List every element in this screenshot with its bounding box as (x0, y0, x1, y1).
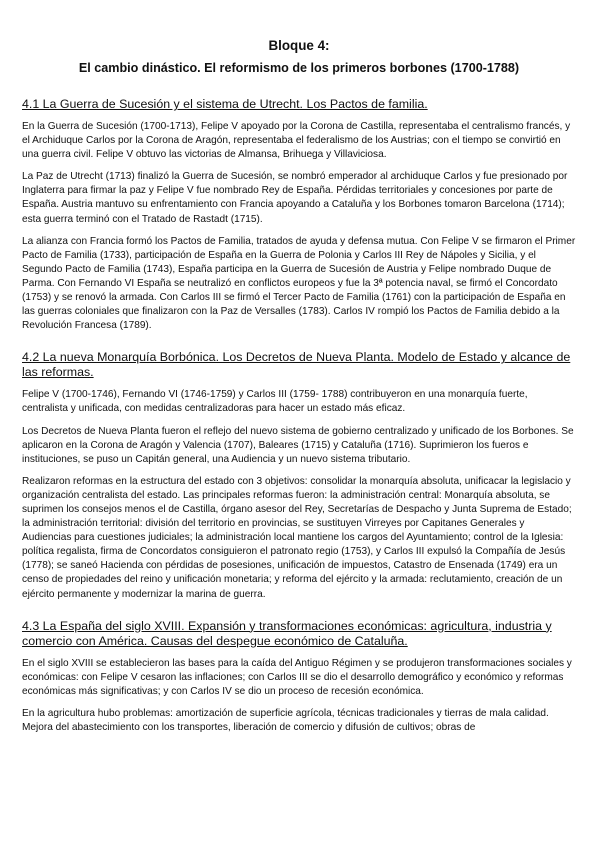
block-title: Bloque 4: (268, 38, 330, 53)
paragraph: Felipe V (1700-1746), Fernando VI (1746-1759) y Carlos III (1759- 1788) contribuyeron en una monarquía fuerte, centralista y unificada, con medidas centralizadoras para hacer un estado más eficaz. (22, 389, 528, 415)
block-subtitle: El cambio dinástico. El reformismo de los primeros borbones (1700-1788) (78, 61, 520, 75)
paragraph: En la Guerra de Sucesión (1700-1713), Felipe V apoyado por la Corona de Castilla, representaba el centralismo francés, y el Archiduque Carlos por la Corona de Aragón, representaba el federalismo de los Austrias; con el tiempo se convirtió en una guerra civil. Felipe V obtuvo las victorias de Almansa, Brihuega y Villaviciosa. (22, 121, 571, 161)
paragraph: Realizaron reformas en la estructura del estado con 3 objetivos: consolidar la monarquía absoluta, unificacar la legislacio y organización centralista del estado. Las principales reformas fueron: la administración central: Monarquía absoluta, se suprimen los consejos menos el de Castilla, órgano asesor del Rey, Secretarías de Despacho y Junta Suprema de Estado; la administración territorial: división del territorio en provincias, se sustituyen Virreyes por Capitanes Generales y Audiencias para cuestiones judiciales; la administración local mantiene los cargos del Ayuntamiento; control de la Iglesia: política regalista, firma de Concordatos consiguieron el patronato regio (1753), y Carlos III expulsó la Compañía de Jesús (1778); se saneó Hacienda con pérdidas de posesiones, unificación de impuestos, Catastro de Ensenada (1749) era un censo de propiedades del reino y unificación monetaria; y reforma del ejército y la armada: reclutamiento, creación de un ejército permanente y modernizar la marina de guerra. (22, 475, 572, 600)
section-4-2 (22, 350, 576, 601)
section-heading: 4.3 La España del siglo XVIII. Expansión y transformaciones económicas: agricultura, industria y comercio con América. Causas del despegue económico de Cataluña. (22, 618, 552, 648)
section-4-1 (22, 97, 576, 333)
section-heading: 4.2 La nueva Monarquía Borbónica. Los Decretos de Nueva Planta. Modelo de Estado y alcance de las reformas. (22, 350, 571, 380)
paragraph: La alianza con Francia formó los Pactos de Familia, tratados de ayuda y defensa mutua. Con Felipe V se firmaron el Primer Pacto de Familia (1733), participación de España en la Guerra de Polonia y Carlos III Rey de Nápoles y Sicilia, y el Segundo Pacto de Familia (1743), España participa en la Guerra de Sucesión de Austria y Felipe nombrado Duque de Parma. Con Fernando VI España se neutralizó en conflictos europeos y fue la 3ª potencia naval, se firmó el Concordato (1753) y se renovó la armada. Con Carlos III se firmó el Tercer Pacto de Familia (1761) con la participación de España en las guerras coloniales que finalizaron con la Paz de Versalles (1783). Carlos IV rompió los Pactos de Familia debido a la Revolución Francesa (1789). (22, 235, 576, 332)
paragraph: En el siglo XVIII se establecieron las bases para la caída del Antiguo Régimen y se produjeron transformaciones sociales y económicas: con Felipe V cesaron las inflaciones; con Carlos III se dio el desarrollo demográfico y económico y reformas económicas más significativas; y con Carlos IV se dio un proceso de recesión económica. (22, 657, 572, 697)
section-4-3 (22, 619, 576, 735)
paragraph: En la agricultura hubo problemas: amortización de superficie agrícola, técnicas tradicionales y tierras de mala calidad. Mejora del abastecimiento con los transportes, liberación de comercio y difusión de cultivos; obras de (22, 707, 549, 733)
paragraph: Los Decretos de Nueva Planta fueron el reflejo del nuevo sistema de gobierno centralizado y unificado de los Borbones. Se aplicaron en la Corona de Aragón y Valencia (1707), Baleares (1715) y Cataluña (1716). Suprimieron los fueros e instituciones, se puso un Capitán general, una Audiencia y un nuevo sistema tributario. (22, 425, 574, 465)
paragraph: La Paz de Utrecht (1713) finalizó la Guerra de Sucesión, se nombró emperador al archiduque Carlos y fue presionado por Inglaterra para firmar la paz y Felipe V fue nombrado Rey de España. Pérdidas territoriales y concesiones por parte de España. Austria mantuvo su enfrentamiento con Francia apoyando a Cataluña y los Borbones tomaron Barcelona (1714); esta guerra terminó con el Tratado de Rastadt (1715). (22, 171, 568, 225)
section-heading: 4.1 La Guerra de Sucesión y el sistema de Utrecht. Los Pactos de familia. (22, 97, 428, 111)
